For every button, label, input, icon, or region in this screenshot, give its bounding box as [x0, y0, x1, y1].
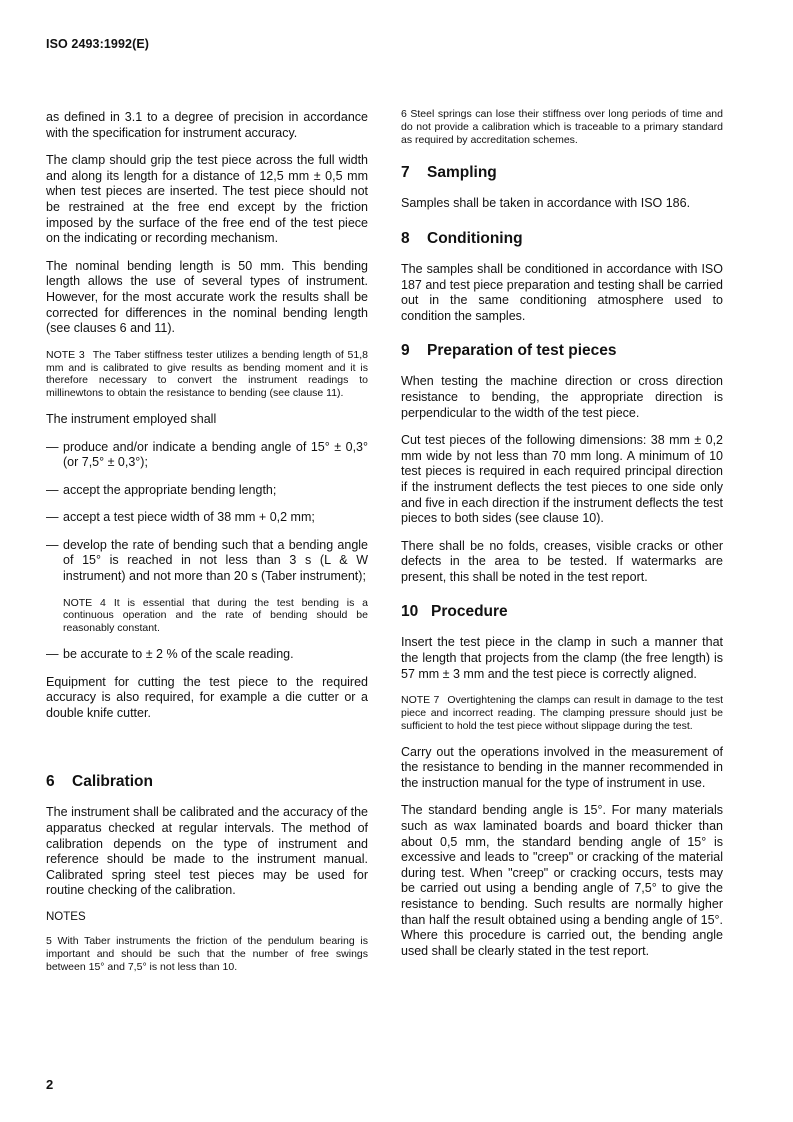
paragraph-bending-angle: The standard bending angle is 15°. For many materials such as wax laminated boards and board thicker than about 0,5 mm, the standard bending angle of 15° is excessive and leads to "creep" or cracking of the material during test. When "creep" or cracking occurs, tests may be carried out using a bending angle of 7,5° to give the resistance to bending. Such results are normally higher than half the result obtained using a bending angle of 15°. Where this procedure is carried out, the bending angle used shall be clearly stated in the test report. [401, 803, 723, 958]
section-9-number: 9 [401, 342, 410, 360]
note-7 [401, 694, 723, 732]
note-5: 5 With Taber instruments the friction of the pendulum bearing is important and should be such that the number of free swings between 15° and 7,5° is not less than 10. [46, 934, 368, 973]
paragraph-clamp: The clamp should grip the test piece across the full width and along its length for a distance of 12,5 mm ± 0,5 mm when test pieces are inserted. The test piece should not be restrained at the free end except by the friction imposed by the surface of the free end of the test piece on the indicating or recording mechanism. [46, 153, 368, 246]
section-6-heading [46, 773, 368, 791]
note-4-label: NOTE 4 [63, 596, 106, 609]
paragraph-defects: There shall be no folds, creases, visible cracks or other defects in the area to be tested. If watermarks are present, this shall be noted in the test report. [401, 538, 723, 584]
list-item: — develop the rate of bending such that a bending angle of 15° is reached in not less than 3 s (L & W instrument) and not more than 20 s (Taber instrument); [46, 538, 368, 585]
note-3-text: The Taber stiffness tester utilizes a bending length of 51,8 mm and is calibrated to give results as bending moment and it is therefore necessary to convert the instrument readings to millinewtons to obtain the resistance to bending (see clause 11). [46, 348, 368, 400]
section-8-title: Conditioning [427, 229, 523, 247]
section-6-number: 6 [46, 773, 55, 791]
section-7-number: 7 [401, 164, 410, 182]
document-id-header: ISO 2493:1992(E) [46, 37, 150, 51]
page-number: 2 [46, 1077, 54, 1092]
note-3 [46, 349, 368, 400]
paragraph-precision: as defined in 3.1 to a degree of precision in accordance with the specification for instrument accuracy. [46, 110, 368, 140]
paragraph-bending-length: The nominal bending length is 50 mm. This bending length allows the use of several types of instrument. However, for the most accurate work the results shall be corrected for differences in the nominal bending length (see clauses 6 and 11). [46, 258, 368, 336]
note-7-label: NOTE 7 [401, 694, 440, 707]
list-item: — produce and/or indicate a bending angle of 15° ± 0,3° (or 7,5° ± 0,3°); [46, 440, 368, 471]
note-6: 6 Steel springs can lose their stiffness over long periods of time and do not provide a calibration which is traceable to a primary standard as required by accreditation schemes. [401, 108, 723, 146]
paragraph-insert-test-piece: Insert the test piece in the clamp in such a manner that the length that projects from the clamp (the free length) is 57 mm ± 3 mm and the test piece is correctly aligned. [401, 635, 723, 681]
section-8-heading [401, 230, 723, 248]
section-10-heading [401, 603, 723, 621]
section-10-title: Procedure [431, 603, 508, 621]
paragraph-instrument-intro: The instrument employed shall [46, 411, 217, 426]
paragraph-calibration: The instrument shall be calibrated and the accuracy of the apparatus checked at regular intervals. The method of calibration depends on the type of instrument and reference should be made to the instrument manual. Calibrated spring steel test pieces may be used for routine checking of the calibration. [46, 805, 368, 898]
note-7-text: Overtightening the clamps can result in damage to the test piece and incorrect reading. The clamping pressure should just be sufficient to hold the test piece without slippage during the test. [401, 694, 723, 732]
paragraph-cut-dimensions: Cut test pieces of the following dimensions: 38 mm ± 0,2 mm wide by not less than 70 mm long. A minimum of 10 test pieces is required in each required principal direction if the instrument deflects the test pieces to one side only and five in each direction if the instrument deflects the test pieces to both sides (see clause 10). [401, 433, 723, 526]
section-10-number: 10 [401, 603, 419, 621]
list-item: — be accurate to ± 2 % of the scale reading. [46, 647, 368, 663]
left-column [46, 110, 368, 985]
list-item: — accept the appropriate bending length; [46, 483, 368, 499]
section-7-title: Sampling [427, 164, 497, 182]
section-8-number: 8 [401, 229, 410, 247]
notes-title: NOTES [46, 910, 86, 923]
paragraph-test-direction: When testing the machine direction or cross direction resistance to bending, the appropriate direction is perpendicular to the width of the test piece. [401, 374, 723, 420]
right-column [401, 108, 723, 971]
paragraph-sampling: Samples shall be taken in accordance with ISO 186. [401, 196, 691, 211]
note-4-text: It is essential that during the test bending is a continuous operation and the rate of bending should be reasonably constant. [63, 596, 368, 635]
section-9-title: Preparation of test pieces [427, 342, 617, 360]
instrument-requirements-list [46, 440, 368, 585]
section-7-heading [401, 164, 723, 182]
instrument-requirements-list-cont [46, 647, 368, 663]
paragraph-measurement: Carry out the operations involved in the measurement of the resistance to bending in the manner recommended in the instruction manual for the type of instrument in use. [401, 744, 723, 790]
note-4 [46, 597, 368, 635]
section-9-heading [401, 342, 723, 360]
section-6-title: Calibration [72, 773, 153, 791]
list-item: — accept a test piece width of 38 mm + 0,2 mm; [46, 510, 368, 526]
paragraph-conditioning: The samples shall be conditioned in accordance with ISO 187 and test piece preparation and testing shall be carried out in the same conditioning atmosphere used to condition the samples. [401, 261, 723, 323]
paragraph-cutting-equipment: Equipment for cutting the test piece to the required accuracy is also required, for example a die cutter or a double knife cutter. [46, 674, 368, 720]
note-3-label: NOTE 3 [46, 348, 85, 361]
